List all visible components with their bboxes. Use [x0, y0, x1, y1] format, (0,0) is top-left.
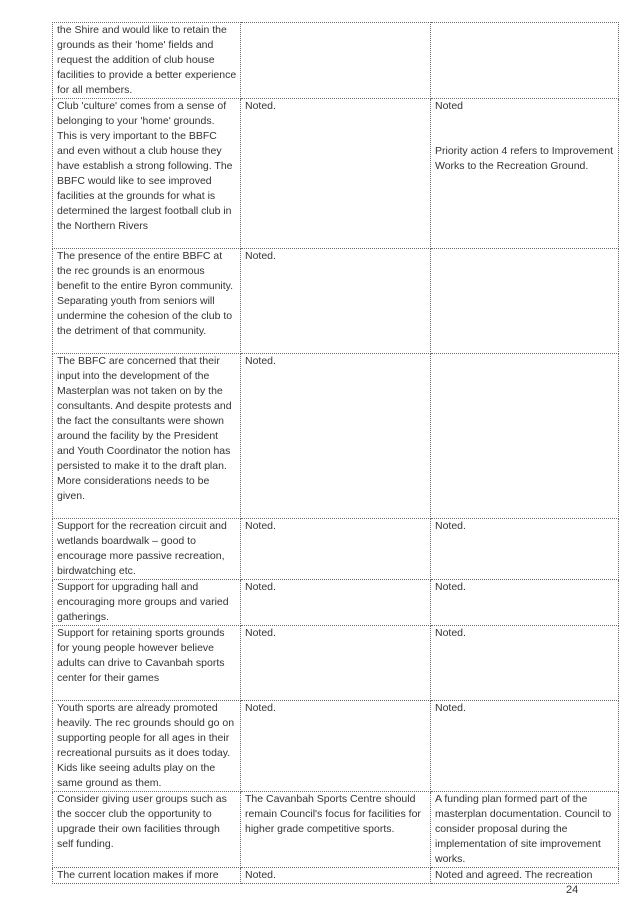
- response-cell: [241, 868, 431, 884]
- submission-cell: Support for the recreation circuit and wetlands boardwalk – good to encourage more passive recreation, birdwatching etc.: [53, 519, 241, 580]
- response-cell: Noted.: [241, 249, 431, 354]
- response-cell: The Cavanbah Sports Centre should remain Council's focus for facilities for higher grade competitive sports.: [241, 792, 431, 868]
- table-row: [53, 354, 619, 519]
- submissions-table: [52, 22, 619, 884]
- response-cell: [241, 23, 431, 99]
- submission-cell: Consider giving user groups such as the soccer club the opportunity to upgrade their own facilities through self funding.: [53, 792, 241, 868]
- response-cell: Noted.: [241, 99, 431, 249]
- table-row: [53, 99, 619, 249]
- submission-cell: Support for retaining sports grounds for young people however believe adults can drive to Cavanbah sports center for their games: [53, 626, 241, 701]
- submission-text: The current location makes if more: [57, 869, 219, 881]
- action-cell: A funding plan formed part of the masterplan documentation. Council to consider proposal during the implementation of site improvement works.: [431, 792, 619, 868]
- action-cell: [431, 354, 619, 519]
- response-cell: Noted.: [241, 519, 431, 580]
- action-cell: [431, 868, 619, 884]
- action-cell: Noted.: [431, 580, 619, 626]
- submission-cell: Youth sports are already promoted heavily. The rec grounds should go on supporting people for all ages in their recreational pursuits as it does today. Kids like seeing adults play on the same ground as them.: [53, 701, 241, 792]
- response-cell: Noted.: [241, 354, 431, 519]
- action-cell: Noted.: [431, 701, 619, 792]
- submission-cell: Support for upgrading hall and encouraging more groups and varied gatherings.: [53, 580, 241, 626]
- table-row: [53, 868, 619, 884]
- document-page: [52, 22, 618, 884]
- action-text: Noted: [435, 100, 464, 112]
- action-cell: Noted.: [431, 519, 619, 580]
- submission-cell: The presence of the entire BBFC at the rec grounds is an enormous benefit to the entire Byron community. Separating youth from seniors will undermine the cohesion of the club to the detriment of that community.: [53, 249, 241, 354]
- submission-cell: [53, 868, 241, 884]
- table-row: [53, 701, 619, 792]
- action-text: Noted and agreed. The recreation: [435, 869, 593, 881]
- table-row: [53, 23, 619, 99]
- table-row: [53, 519, 619, 580]
- submission-cell: Club 'culture' comes from a sense of belonging to your 'home' grounds. This is very important to the BBFC and even without a club house they have establish a strong following. The BBFC would like to see improved facilities at the grounds for what is determined the largest football club in the Northern Rivers: [53, 99, 241, 249]
- submission-cell: the Shire and would like to retain the grounds as their 'home' fields and request the addition of club house facilities to provide a better experience for all members.: [53, 23, 241, 99]
- action-cell: [431, 99, 619, 249]
- table-row: [53, 626, 619, 701]
- response-cell: Noted.: [241, 580, 431, 626]
- table-row: [53, 792, 619, 868]
- action-cell: [431, 249, 619, 354]
- response-cell: Noted.: [241, 701, 431, 792]
- response-text: Noted.: [245, 869, 276, 881]
- action-cell: Noted.: [431, 626, 619, 701]
- page-number: 24: [566, 884, 579, 896]
- table-row: [53, 249, 619, 354]
- table-row: [53, 580, 619, 626]
- action-text-priority: Priority action 4 refers to Improvement Works to the Recreation Ground.: [435, 145, 613, 172]
- response-cell: Noted.: [241, 626, 431, 701]
- action-cell: [431, 23, 619, 99]
- submission-cell: The BBFC are concerned that their input into the development of the Masterplan was not taken on by the consultants. And despite protests and the fact the consultants were shown around the facility by the President and Youth Coordinator the notion has persisted to make it to the draft plan. More considerations needs to be given.: [53, 354, 241, 519]
- spacer: [435, 114, 615, 144]
